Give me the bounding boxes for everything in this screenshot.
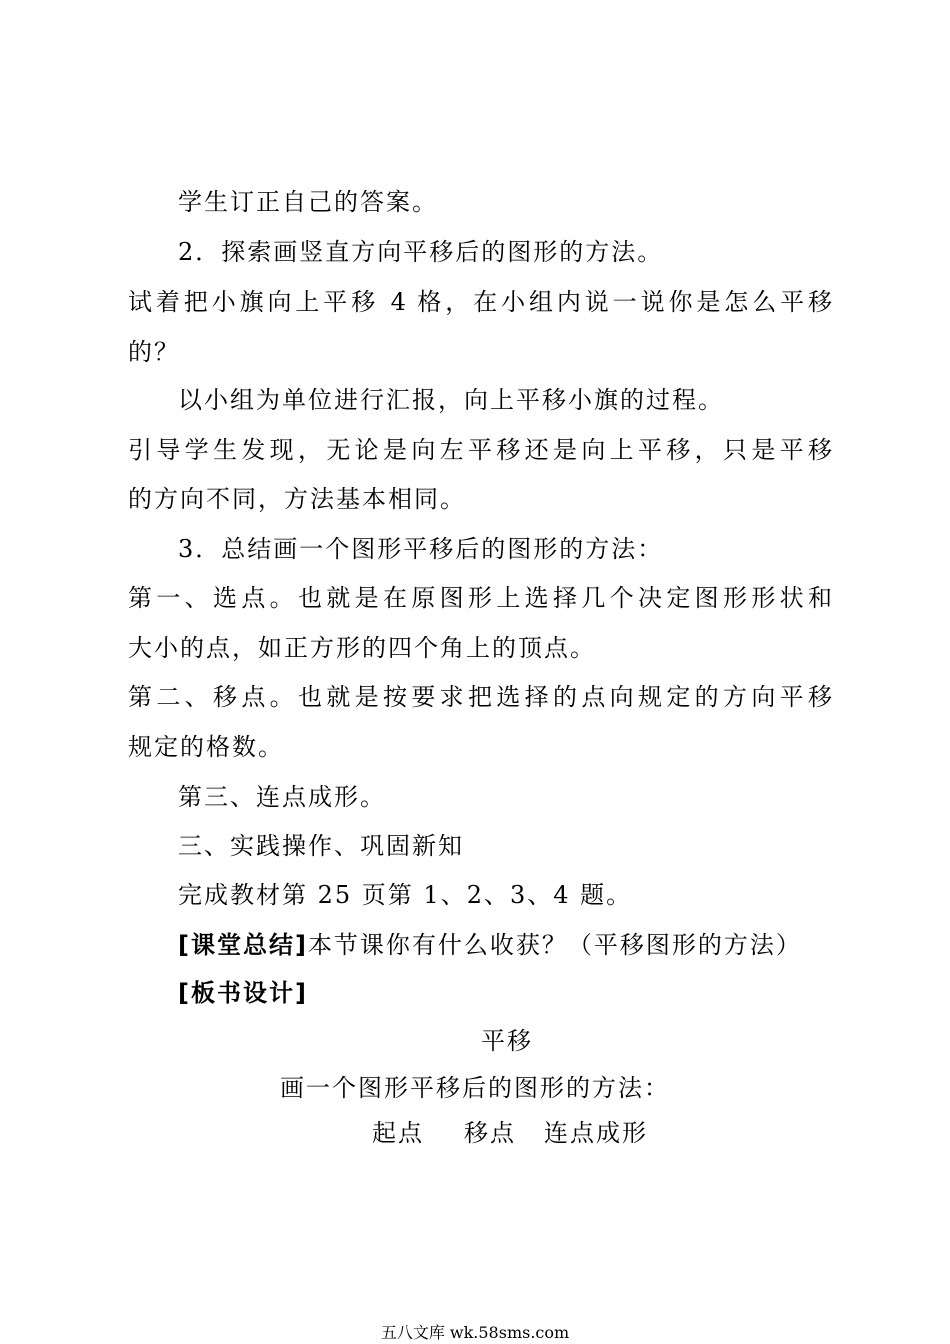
board-step-connect: 连点成形 <box>544 1119 648 1147</box>
paragraph-step-one-line2: 大小的点，如正方形的四个角上的顶点。 <box>128 634 596 662</box>
paragraph-step-three: 第三、连点成形。 <box>178 783 386 811</box>
paragraph-explore-vertical: 2．探索画竖直方向平移后的图形的方法。 <box>178 238 664 266</box>
board-steps <box>372 1118 648 1148</box>
board-subtitle: 画一个图形平移后的图形的方法： <box>280 1074 670 1102</box>
paragraph-step-two-line1: 第二、移点。也就是按要求把选择的点向规定的方向平移 <box>128 683 832 711</box>
paragraph-step-one-line1: 第一、选点。也就是在原图形上选择几个决定图形形状和 <box>128 584 832 612</box>
paragraph-textbook-exercise: 完成教材第 25 页第 1、2、3、4 题。 <box>178 881 633 909</box>
paragraph-guide-discover-line1: 引导学生发现，无论是向左平移还是向上平移，只是平移 <box>128 436 832 464</box>
class-summary-label: [课堂总结] <box>178 931 308 959</box>
paragraph-group-report: 以小组为单位进行汇报，向上平移小旗的过程。 <box>178 386 724 414</box>
board-step-select: 起点 <box>372 1119 424 1147</box>
paragraph-try-move-flag-line1: 试着把小旗向上平移 4 格，在小组内说一说你是怎么平移 <box>128 288 832 316</box>
paragraph-summarize-method: 3．总结画一个图形平移后的图形的方法： <box>178 535 664 563</box>
paragraph-guide-discover-line2: 的方向不同，方法基本相同。 <box>128 485 466 513</box>
board-step-move: 移点 <box>464 1119 516 1147</box>
section-heading-practice: 三、实践操作、巩固新知 <box>178 832 464 860</box>
class-summary <box>178 930 802 960</box>
paragraph-try-move-flag-line2: 的？ <box>128 338 180 366</box>
class-summary-text: 本节课你有什么收获？（平移图形的方法） <box>307 931 802 959</box>
board-title: 平移 <box>481 1027 533 1055</box>
paragraph-step-two-line2: 规定的格数。 <box>128 733 284 761</box>
footer-watermark: 五八文库 wk.58sms.com <box>380 1323 570 1342</box>
board-design-label: [板书设计] <box>178 979 308 1007</box>
paragraph-correct-answers: 学生订正自己的答案。 <box>178 188 438 216</box>
